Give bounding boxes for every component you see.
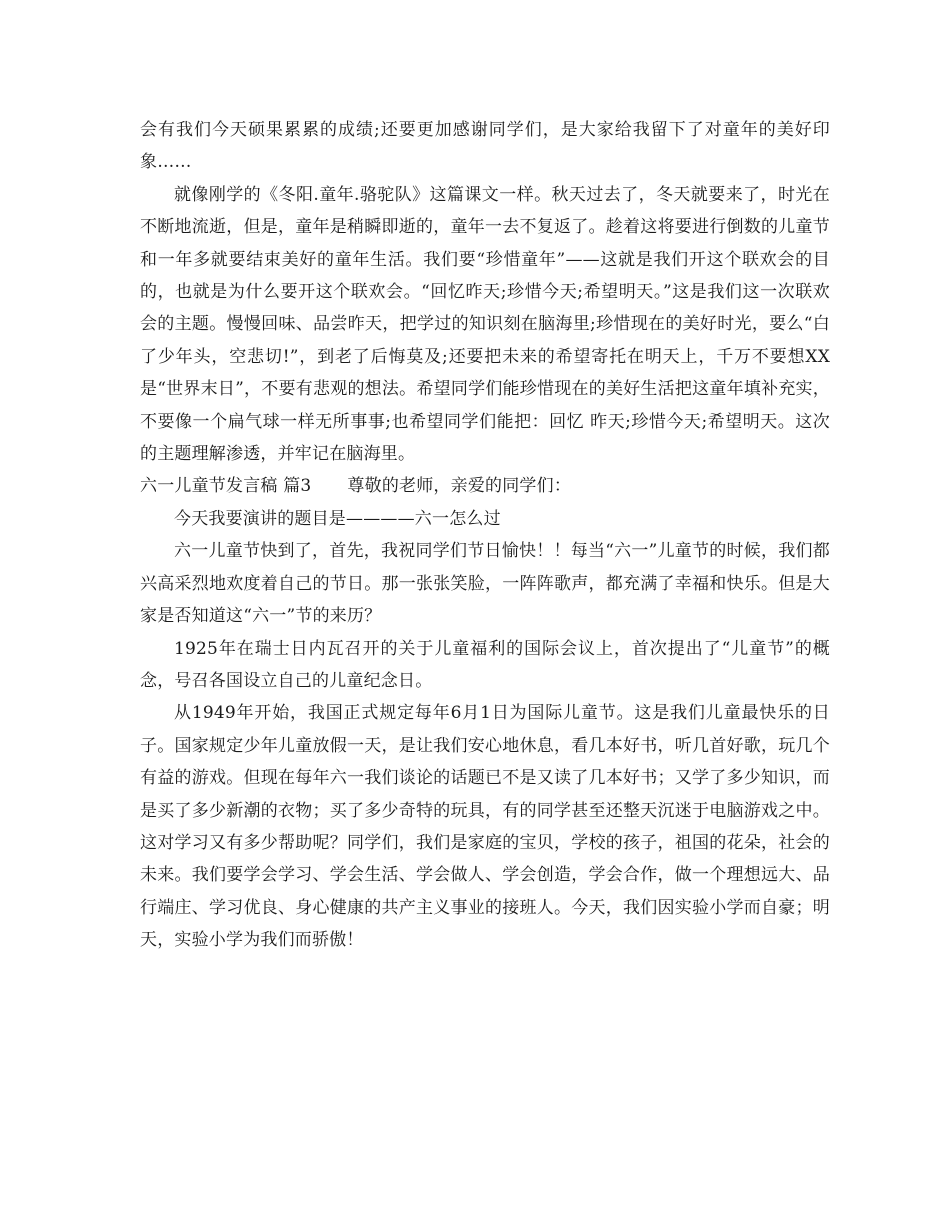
paragraph-continuation: 会有我们今天硕果累累的成绩;还要更加感谢同学们，是大家给我留下了对童年的美好印象…… bbox=[140, 120, 830, 173]
paragraph-speech-topic: 今天我要演讲的题目是————六一怎么过 bbox=[174, 508, 501, 529]
paragraph-history: 1925年在瑞士日内瓦召开的关于儿童福利的国际会议上，首次提出了“儿童节”的概念，号召各国设立自己的儿童纪念日。 bbox=[140, 638, 830, 691]
section-heading bbox=[140, 470, 830, 502]
paragraph-conclusion: 从1949年开始，我国正式规定每年6月1日为国际儿童节。这是我们儿童最快乐的日子。国家规定少年儿童放假一天，是让我们安心地休息，看几本好书，听几首好歌，玩几个有益的游戏。但现在每年六一我们谈论的话题已不是又读了几本好书；又学了多少知识，而是买了多少新潮的衣物；买了多少奇特的玩具，有的同学甚至还整天沉迷于电脑游戏之中。这对学习又有多少帮助呢？同学们，我们是家庭的宝贝，学校的孩子，祖国的花朵，社会的未来。我们要学会学习、学会生活、学会做人、学会创造，学会合作，做一个理想远大、品行端庄、学习优良、身心健康的共产主义事业的接班人。今天，我们因实验小学而自豪；明天，实验小学为我们而骄傲！ bbox=[140, 703, 830, 951]
section-greeting: 尊敬的老师，亲爱的同学们： bbox=[347, 476, 572, 497]
paragraph-festival-intro: 六一儿童节快到了，首先，我祝同学们节日愉快！！每当“六一”儿童节的时候，我们都兴高采烈地欢度着自己的节日。那一张张笑脸，一阵阵歌声，都充满了幸福和快乐。但是大家是否知道这“六一”节的来历？ bbox=[140, 541, 830, 627]
document-body bbox=[140, 114, 830, 957]
section-title: 六一儿童节发言稿 篇3 bbox=[140, 476, 312, 497]
paragraph-lesson-reflection: 就像刚学的《冬阳.童年.骆驼队》这篇课文一样。秋天过去了，冬天就要来了，时光在不断地流逝，但是，童年是稍瞬即逝的，童年一去不复返了。趁着这将要进行倒数的儿童节和一年多就要结束美好的童年生活。我们要“珍惜童年”——这就是我们开这个联欢会的目的，也就是为什么要开这个联欢会。“回忆昨天;珍惜今天;希望明天。”这是我们这一次联欢会的主题。慢慢回味、品尝昨天，把学过的知识刻在脑海里;珍惜现在的美好时光，要么“白了少年头，空悲切!”，到老了后悔莫及;还要把未来的希望寄托在明天上，千万不要想XX是“世界末日”，不要有悲观的想法。希望同学们能珍惜现在的美好生活把这童年填补充实，不要像一个扁气球一样无所事事;也希望同学们能把：回忆 昨天;珍惜今天;希望明天。这次的主题理解渗透，并牢记在脑海里。 bbox=[140, 184, 830, 465]
